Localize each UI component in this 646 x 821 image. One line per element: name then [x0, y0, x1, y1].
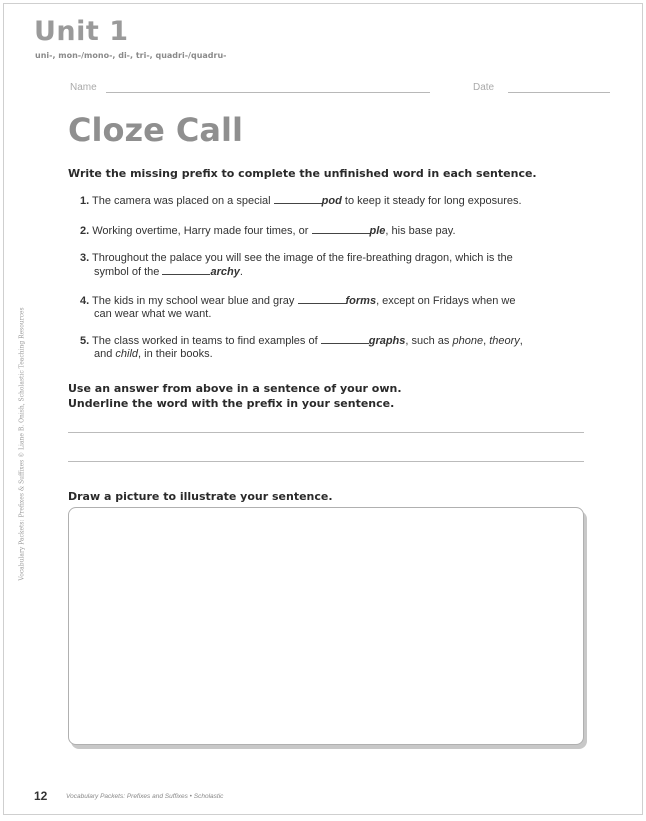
side-credit: Vocabulary Packets: Prefixes & Suffixes © Liane B. Onish, Scholastic Teaching Resources — [18, 307, 26, 581]
item-number: 4. — [80, 295, 90, 307]
word-ending: archy — [210, 266, 240, 278]
answer-blank[interactable] — [162, 265, 210, 275]
sentence-prompt — [68, 381, 402, 411]
item-text-after: , such as — [405, 335, 450, 347]
item-text-after: , except on Fridays when we — [376, 295, 516, 307]
word-ending: pod — [321, 195, 342, 207]
date-label: Date — [473, 82, 495, 93]
sentence-item-2 — [80, 224, 585, 238]
name-label: Name — [70, 82, 97, 93]
item-text: Throughout the palace you will see the image of the fire-breathing dragon, which is the — [92, 252, 513, 264]
sentence-prompt-line2: Underline the word with the prefix in your sentence. — [68, 397, 395, 410]
word-ending: graphs — [368, 335, 406, 347]
item-number: 2. — [80, 225, 90, 237]
item-text-after: . — [239, 266, 243, 278]
item-number: 3. — [80, 252, 90, 264]
item-text-end: , in their books. — [138, 348, 213, 360]
item-text-line2: can wear what we want. — [94, 308, 212, 320]
item-text: The camera was placed on a special — [92, 195, 271, 207]
writing-line-2[interactable] — [68, 461, 584, 462]
word-ending: ple — [369, 225, 386, 237]
item-text: The kids in my school wear blue and gray — [92, 295, 295, 307]
item-text-line2: symbol of the — [94, 266, 160, 278]
unit-title: Unit 1 — [34, 16, 129, 47]
item-text-line2: and — [94, 348, 113, 360]
writing-line-1[interactable] — [68, 432, 584, 433]
word-ending: forms — [345, 295, 377, 307]
example-word: child — [115, 348, 139, 360]
worksheet-page — [3, 3, 643, 815]
item-text: The class worked in teams to find examples of — [92, 335, 318, 347]
name-field-line[interactable] — [106, 92, 430, 93]
answer-blank[interactable] — [298, 294, 346, 304]
draw-prompt: Draw a picture to illustrate your sentence. — [68, 490, 333, 503]
instruction-text: Write the missing prefix to complete the unfinished word in each sentence. — [68, 167, 537, 180]
item-text: Working overtime, Harry made four times, or — [92, 225, 309, 237]
activity-title: Cloze Call — [68, 111, 243, 149]
example-word: phone — [452, 335, 484, 347]
drawing-box[interactable] — [68, 507, 584, 745]
unit-prefixes: uni-, mon-/mono-, di-, tri-, quadri-/quadru- — [35, 51, 227, 60]
item-text-after: to keep it steady for long exposures. — [344, 195, 522, 207]
answer-blank[interactable] — [312, 224, 370, 234]
sentence-item-5 — [80, 334, 585, 361]
item-comma: , — [519, 335, 523, 347]
example-word: theory — [489, 335, 520, 347]
item-number: 1. — [80, 195, 90, 207]
sentence-prompt-line1: Use an answer from above in a sentence of your own. — [68, 382, 402, 395]
sentence-item-3 — [80, 252, 585, 279]
sentence-item-4 — [80, 294, 585, 321]
answer-blank[interactable] — [274, 194, 322, 204]
sentence-item-1 — [80, 194, 585, 208]
item-comma: , — [483, 335, 487, 347]
item-text-after: , his base pay. — [385, 225, 456, 237]
item-number: 5. — [80, 335, 90, 347]
page-number: 12 — [34, 789, 48, 803]
footer-book-title: Vocabulary Packets: Prefixes and Suffixes • Scholastic — [66, 793, 224, 800]
answer-blank[interactable] — [321, 334, 369, 344]
date-field-line[interactable] — [508, 92, 610, 93]
